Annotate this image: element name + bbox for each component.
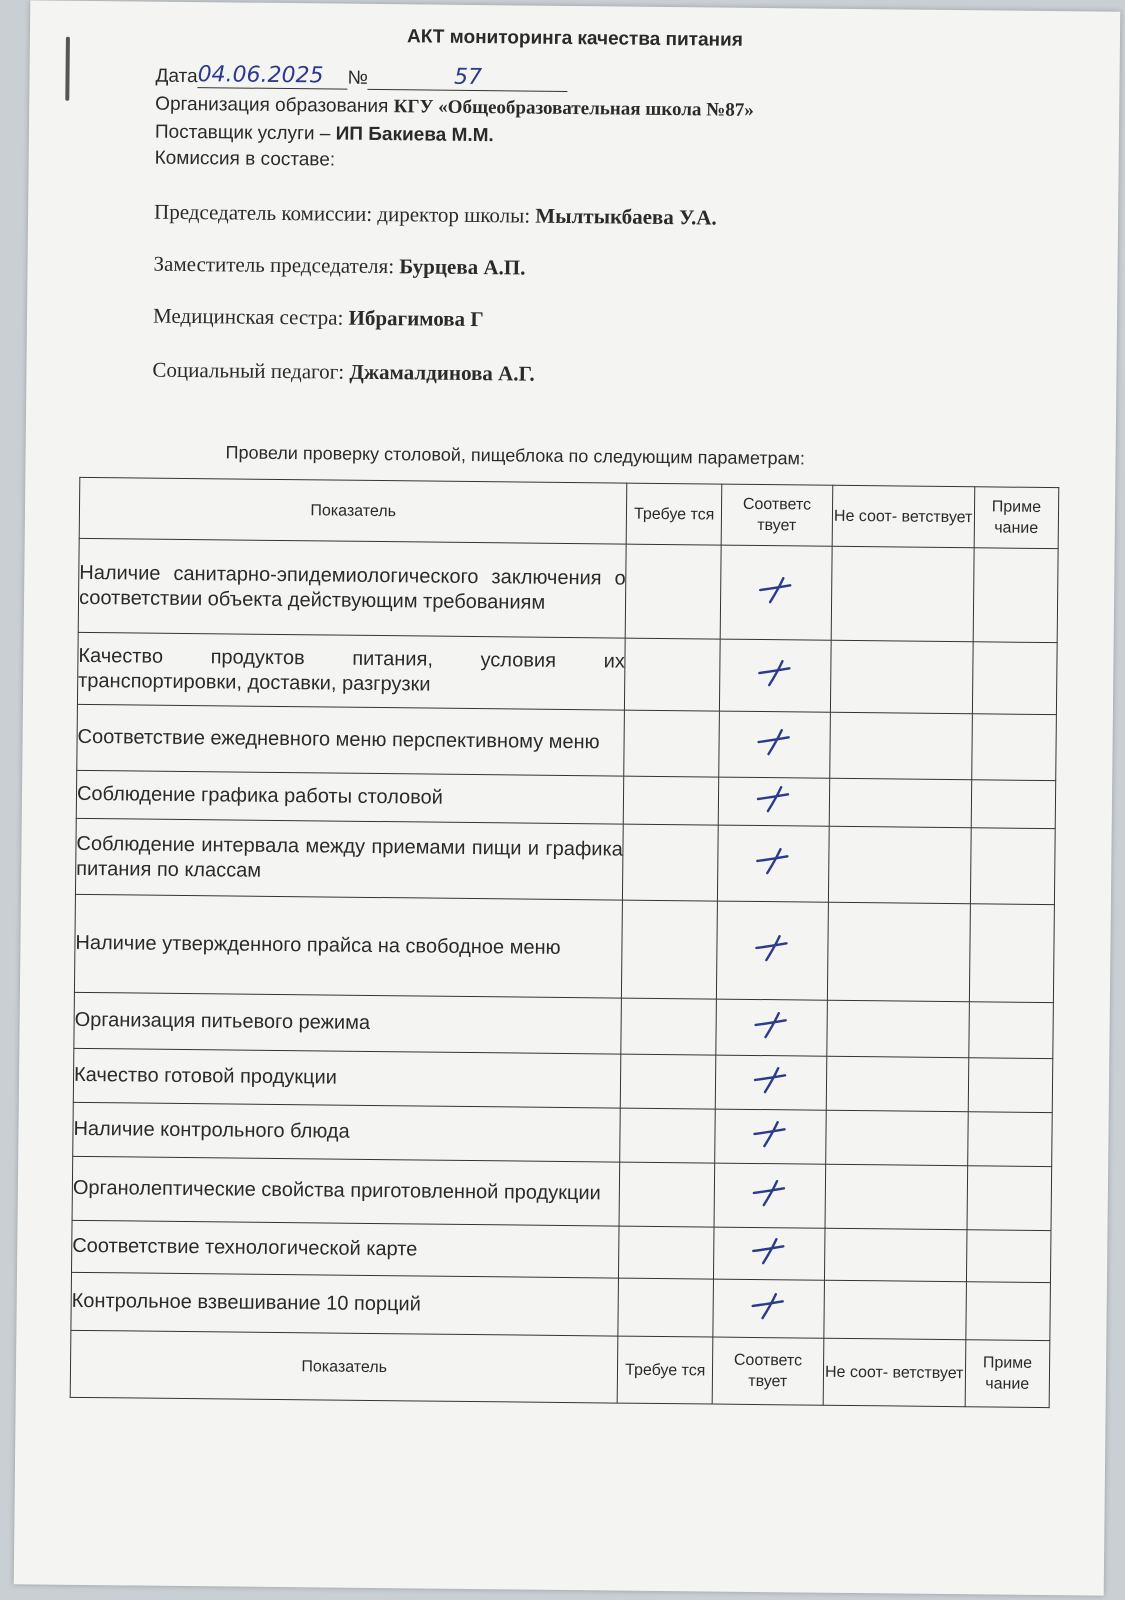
row-indicator-label: Соблюдение интервала между приемами пищи и графика питания по классам (75, 818, 623, 900)
row-note-cell (971, 714, 1056, 781)
row-required-cell (626, 544, 722, 639)
col-indicator: Показатель (79, 477, 627, 544)
row-note-cell (973, 548, 1058, 643)
row-not-complies-cell (827, 902, 970, 1001)
row-complies-cell (714, 1227, 825, 1280)
table-row (74, 992, 1054, 1058)
row-note-cell (968, 1058, 1053, 1113)
table-row (72, 1156, 1052, 1230)
row-required-cell (621, 1054, 716, 1109)
table-header-row (79, 477, 1059, 548)
row-complies-cell (715, 1055, 826, 1110)
table-footer-header-row (70, 1330, 1050, 1407)
table-row (74, 894, 1054, 1002)
handwritten-check-icon (755, 658, 795, 688)
row-not-complies-cell (825, 1110, 968, 1165)
org-label: Организация образования (155, 93, 389, 118)
col-note: Приме чание (974, 487, 1059, 549)
commission-social-teacher: Социальный педагог: Джамалдинова А.Г. (152, 357, 535, 386)
handwritten-check-icon (753, 846, 793, 876)
row-required-cell (618, 1278, 713, 1337)
row-complies-cell (720, 639, 831, 712)
table-row (77, 704, 1057, 780)
handwritten-check-icon (750, 1119, 790, 1149)
commission-label: Комиссия в составе: (154, 147, 336, 171)
row-required-cell (622, 900, 718, 999)
margin-pen-mark (65, 37, 70, 101)
row-not-complies-cell (826, 1056, 969, 1111)
row-note-cell (969, 904, 1054, 1003)
row-complies-cell (718, 777, 829, 826)
row-indicator-label: Организация питьевого режима (74, 992, 622, 1054)
footer-col-note: Приме чание (965, 1340, 1050, 1408)
footer-col-not-complies: Не соот- ветствует (823, 1338, 966, 1406)
table-row (78, 538, 1058, 642)
row-not-complies-cell (824, 1228, 967, 1281)
row-required-cell (624, 710, 719, 777)
row-indicator-label: Соответствие ежедневного меню перспективному меню (77, 704, 625, 776)
commission-deputy: Заместитель председателя: Бурцева А.П. (153, 251, 526, 280)
col-required: Требуе тся (627, 483, 722, 545)
row-complies-cell (718, 825, 829, 902)
document-title: АКТ мониторинга качества питания (406, 26, 743, 51)
handwritten-check-icon (756, 575, 796, 605)
handwritten-check-icon (754, 727, 794, 757)
row-complies-cell (716, 999, 827, 1056)
row-required-cell (624, 776, 719, 825)
handwritten-check-icon (751, 1065, 791, 1095)
row-indicator-label: Контрольное взвешивание 10 порций (71, 1272, 619, 1336)
footer-col-required: Требуе тся (618, 1336, 713, 1404)
commission-nurse: Медицинская сестра: Ибрагимова Г (152, 303, 484, 332)
row-required-cell (619, 1226, 714, 1279)
row-required-cell (619, 1162, 714, 1227)
row-complies-cell (717, 901, 829, 1000)
number-label: № (347, 67, 369, 89)
row-note-cell (972, 642, 1057, 715)
footer-col-complies: Соответс твует (712, 1337, 823, 1405)
org-value: КГУ «Общеобразовательная школа №87» (393, 96, 754, 121)
handwritten-check-icon (748, 1291, 788, 1321)
row-note-cell (970, 828, 1055, 905)
intro-text: Провели проверку столовой, пищеблока по следующим параметрам: (225, 442, 806, 469)
row-not-complies-cell (829, 712, 972, 779)
row-indicator-label: Соблюдение графика работы столовой (76, 770, 624, 824)
supplier-line (155, 122, 494, 148)
date-label: Дата (155, 65, 198, 88)
row-not-complies-cell (826, 1000, 969, 1057)
row-complies-cell (713, 1279, 824, 1338)
row-note-cell (966, 1282, 1051, 1341)
row-not-complies-cell (824, 1280, 967, 1339)
handwritten-check-icon (749, 1236, 789, 1266)
document-page (14, 0, 1121, 1595)
row-complies-cell (715, 1109, 826, 1164)
organization-line (155, 94, 754, 122)
row-not-complies-cell (828, 826, 971, 903)
date-number-line (155, 62, 568, 92)
row-not-complies-cell (830, 640, 973, 713)
row-indicator-label: Наличие контрольного блюда (73, 1102, 621, 1162)
row-indicator-label: Наличие санитарно-эпидемиологического заключения о соответствии объекта действующим требованиям (78, 538, 626, 638)
row-note-cell (969, 1002, 1054, 1059)
row-required-cell (625, 638, 720, 711)
row-indicator-label: Качество готовой продукции (73, 1048, 621, 1108)
row-required-cell (623, 824, 719, 901)
footer-col-indicator: Показатель (70, 1330, 618, 1403)
table-row (71, 1272, 1051, 1340)
row-indicator-label: Органолептические свойства приготовленной продукции (72, 1156, 620, 1226)
supplier-label: Поставщик услуги – (154, 121, 331, 145)
row-note-cell (967, 1112, 1052, 1167)
table-row (75, 818, 1055, 904)
handwritten-check-icon (754, 784, 794, 814)
handwritten-check-icon (750, 1178, 790, 1208)
commission-chair: Председатель комиссии: директор школы: Мылтыкбаева У.А. (153, 199, 717, 230)
row-not-complies-cell (831, 546, 974, 641)
row-indicator-label: Качество продуктов питания, условия их транспортировки, доставки, разгрузки (77, 632, 625, 710)
row-not-complies-cell (825, 1164, 968, 1229)
supplier-value: ИП Бакиева М.М. (335, 123, 494, 147)
col-not-complies: Не соот- ветствует (832, 485, 975, 547)
row-complies-cell (719, 711, 830, 778)
row-indicator-label: Соответствие технологической карте (72, 1220, 620, 1278)
row-required-cell (621, 998, 716, 1055)
row-complies-cell (714, 1163, 825, 1228)
inspection-table (70, 477, 1060, 1408)
col-complies: Соответс твует (721, 484, 832, 546)
row-required-cell (620, 1108, 715, 1163)
row-indicator-label: Наличие утвержденного прайса на свободное меню (74, 894, 622, 998)
number-value: 57 (453, 64, 483, 91)
row-not-complies-cell (829, 778, 972, 827)
handwritten-check-icon (752, 933, 792, 963)
table-row (77, 632, 1057, 714)
handwritten-check-icon (751, 1010, 791, 1040)
row-complies-cell (720, 545, 832, 640)
date-value: 04.06.2025 (197, 62, 324, 89)
row-note-cell (967, 1166, 1052, 1231)
row-note-cell (966, 1230, 1051, 1283)
row-note-cell (971, 780, 1056, 829)
